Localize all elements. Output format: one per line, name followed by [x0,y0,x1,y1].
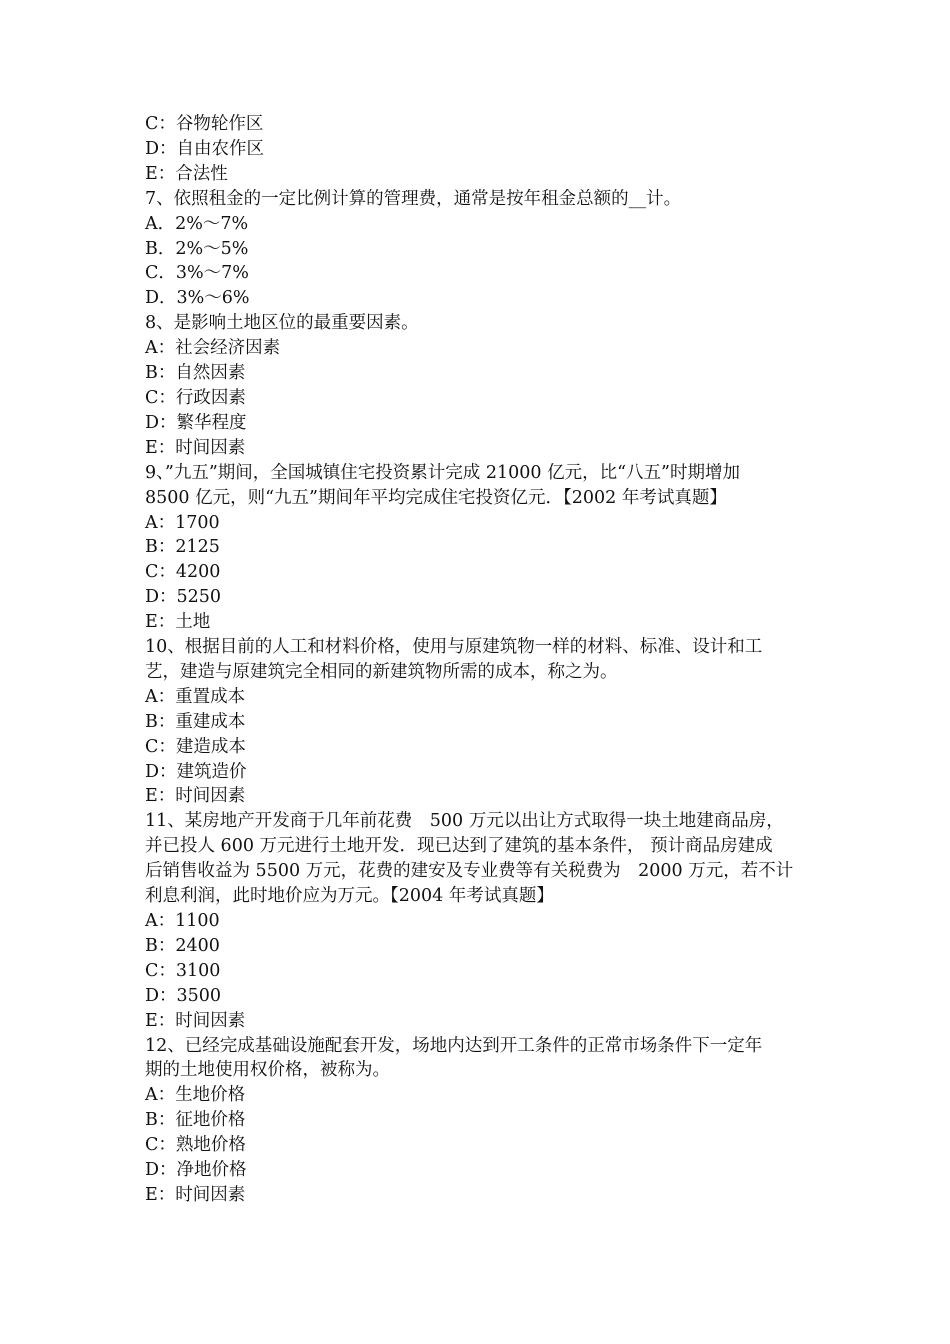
option-a: A：1100 [145,911,220,931]
question-11-line-3: 后销售收益为 5500 万元，花费的建安及专业费等有关税费为 2000 万元，若不计 [145,861,794,882]
option-a: A：重置成本 [145,686,246,707]
option-c: C：4200 [145,562,221,583]
option-d: D：建筑造价 [145,761,247,782]
option-d: D：3500 [145,985,222,1006]
option-e: E：时间因素 [145,1184,246,1205]
question-10-line-1: 10、根据目前的人工和材料价格，使用与原建筑物一样的材料、标准、设计和工 [145,637,763,658]
option-b: B．2%～5% [145,238,249,259]
question-11-line-2: 并已投人 600 万元进行土地开发．现已达到了建筑的基本条件， 预计商品房建成 [145,836,773,857]
option-b: B：重建成本 [145,711,246,732]
question-11-line-4: 利息利润，此时地价应为万元。【2004 年考试真题】 [145,886,554,907]
question-9-line-1: 9、”九五”期间，全国城镇住宅投资累计完成 21000 亿元，比“八五”时期增加 [145,462,740,483]
question-11-line-1: 11、某房地产开发商于几年前花费 500 万元以出让方式取得一块土地建商品房， [145,811,784,832]
option-d: D．3%～6% [145,288,250,309]
option-e: E：土地 [145,612,211,633]
option-b: B：征地价格 [145,1110,246,1131]
option-b: B：2125 [145,537,220,558]
option-c: C：建造成本 [145,736,246,757]
option-d: D：自由农作区 [145,138,265,159]
question-12-line-2: 期的土地使用权价格，被称为。 [145,1060,390,1081]
option-c: C：3100 [145,960,221,981]
option-e: E：时间因素 [145,1010,246,1031]
option-c: C：行政因素 [145,387,246,408]
option-e: E：时间因素 [145,437,246,458]
option-e: E：时间因素 [145,786,246,807]
option-d: D：繁华程度 [145,412,247,433]
document-page [145,112,810,1208]
question-10-line-2: 艺，建造与原建筑完全相同的新建筑物所需的成本，称之为。 [145,661,618,682]
option-e: E：合法性 [145,163,228,184]
question-12-line-1: 12、已经完成基础设施配套开发，场地内达到开工条件的正常市场条件下一定年 [145,1035,763,1056]
option-a: A：1700 [145,512,220,533]
option-d: D：5250 [145,587,222,608]
option-d: D：净地价格 [145,1160,247,1181]
question-9-line-2: 8500 亿元，则“九五”期间年平均完成住宅投资亿元．【2002 年考试真题】 [145,487,727,508]
question-7: 7、依照租金的一定比例计算的管理费，通常是按年租金总额的__计。 [145,188,682,209]
question-8: 8、是影响土地区位的最重要因素。 [145,313,419,334]
option-a: A．2%～7% [145,213,249,234]
option-c: C：熟地价格 [145,1135,246,1156]
option-c: C：谷物轮作区 [145,114,264,134]
option-a: A：社会经济因素 [145,338,281,359]
option-b: B：2400 [145,935,220,956]
option-a: A：生地价格 [145,1085,246,1106]
option-b: B：自然因素 [145,363,246,384]
option-c: C．3%～7% [145,263,249,284]
